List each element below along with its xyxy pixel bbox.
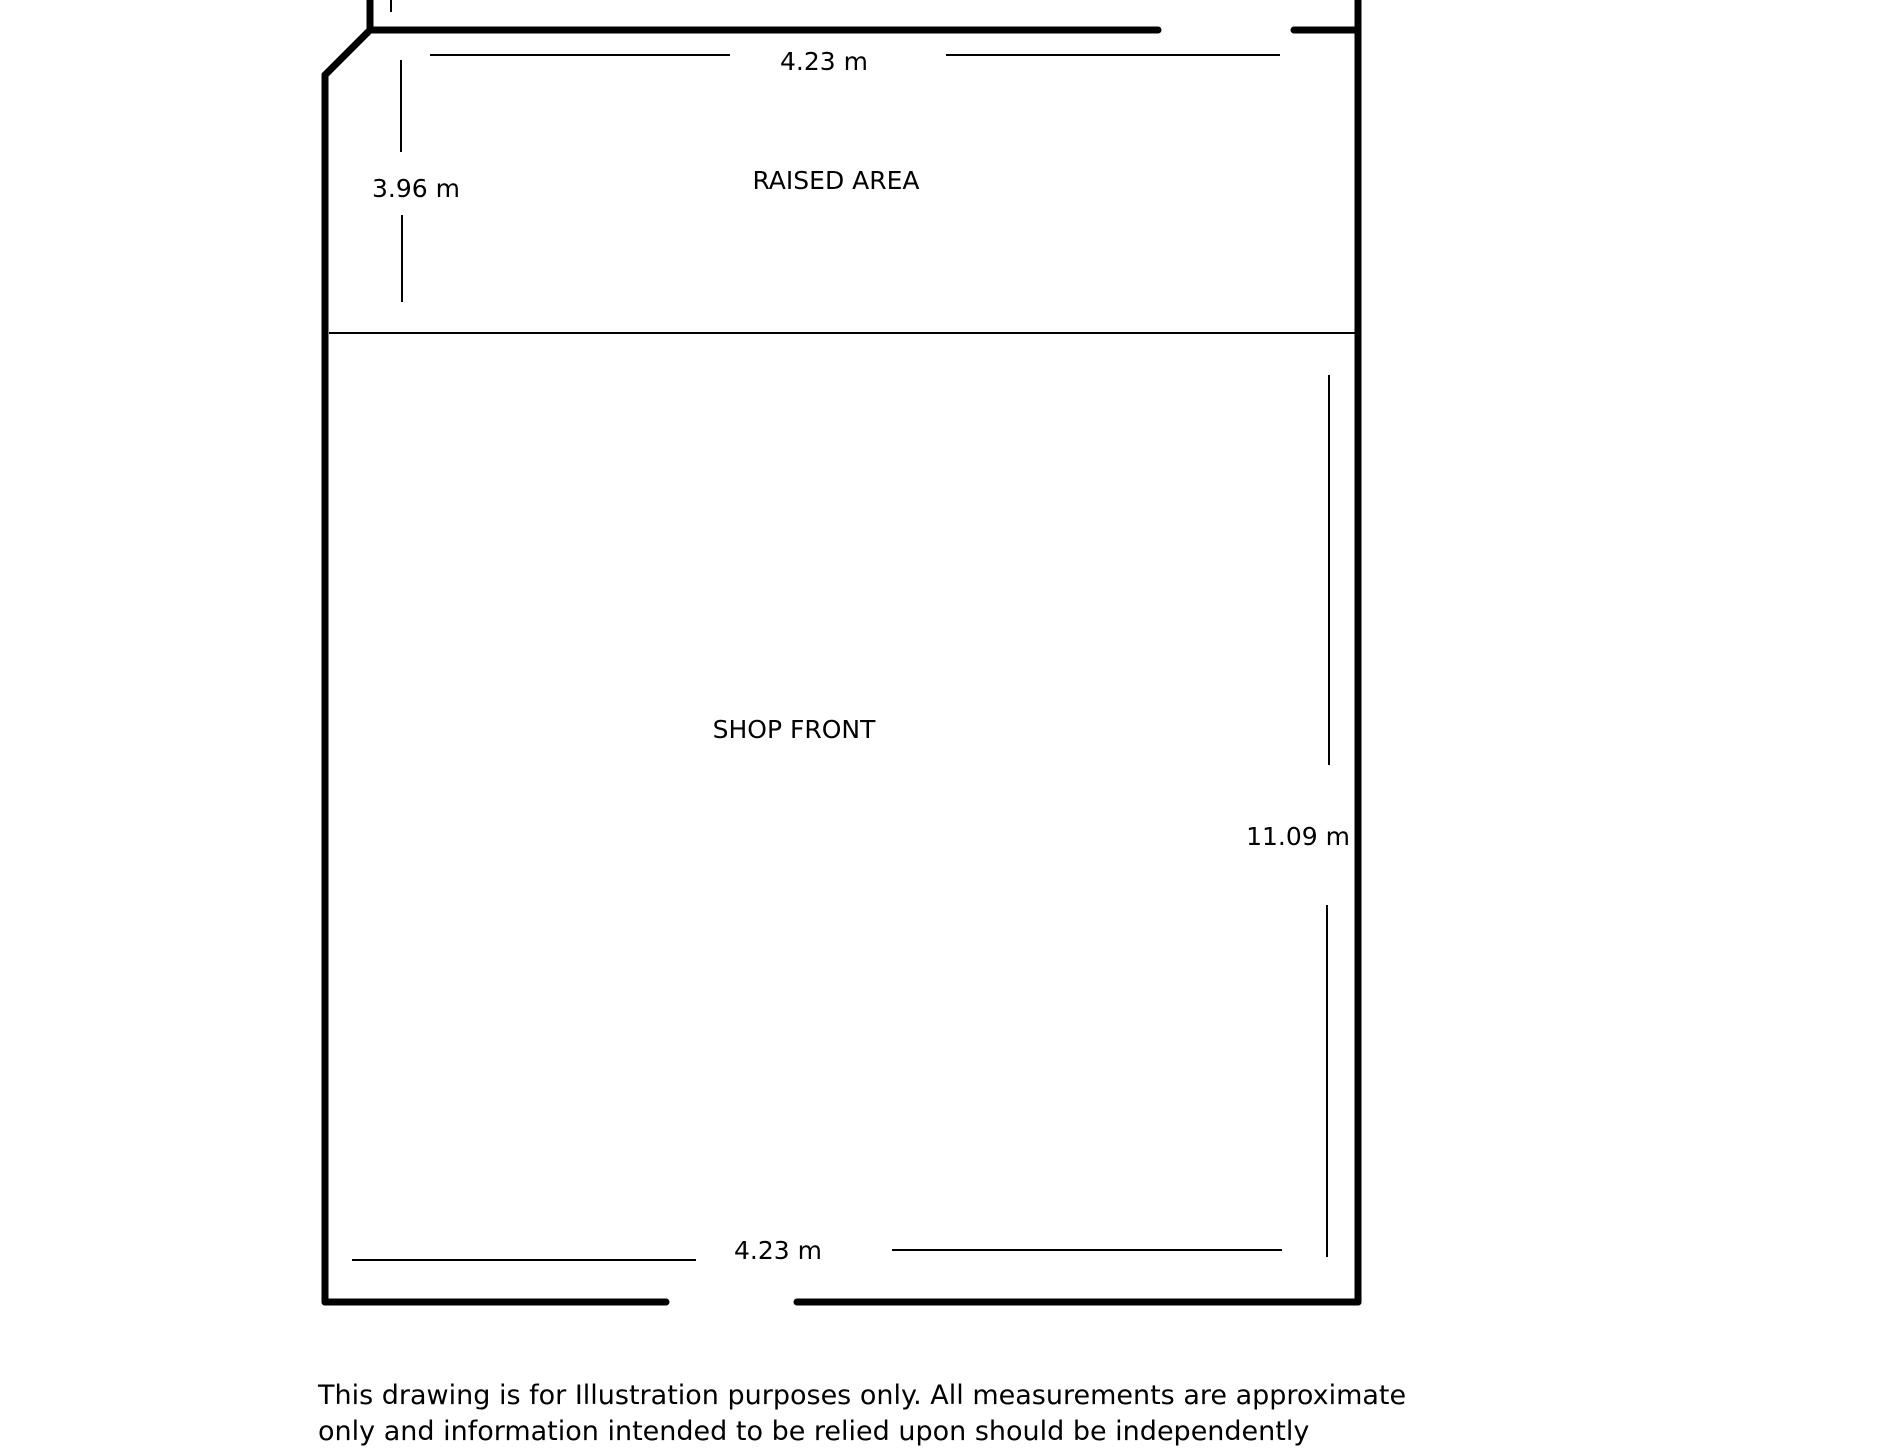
disclaimer-line-1: This drawing is for Illustration purposes only. All measurements are approximate xyxy=(318,1380,1407,1411)
corner-angle-wall xyxy=(325,30,370,75)
room-label-raised-area: RAISED AREA xyxy=(752,166,920,195)
disclaimer-line-2: only and information intended to be relied upon should be independently xyxy=(318,1416,1310,1447)
dim-label-raised-depth: 3.96 m xyxy=(372,174,460,203)
disclaimer-text xyxy=(318,1378,1438,1450)
dim-label-shop-width: 4.23 m xyxy=(734,1236,822,1265)
dim-label-raised-width: 4.23 m xyxy=(780,47,868,76)
dim-label-shop-depth: 11.09 m xyxy=(1246,822,1350,851)
room-label-shop-front: SHOP FRONT xyxy=(712,715,876,744)
